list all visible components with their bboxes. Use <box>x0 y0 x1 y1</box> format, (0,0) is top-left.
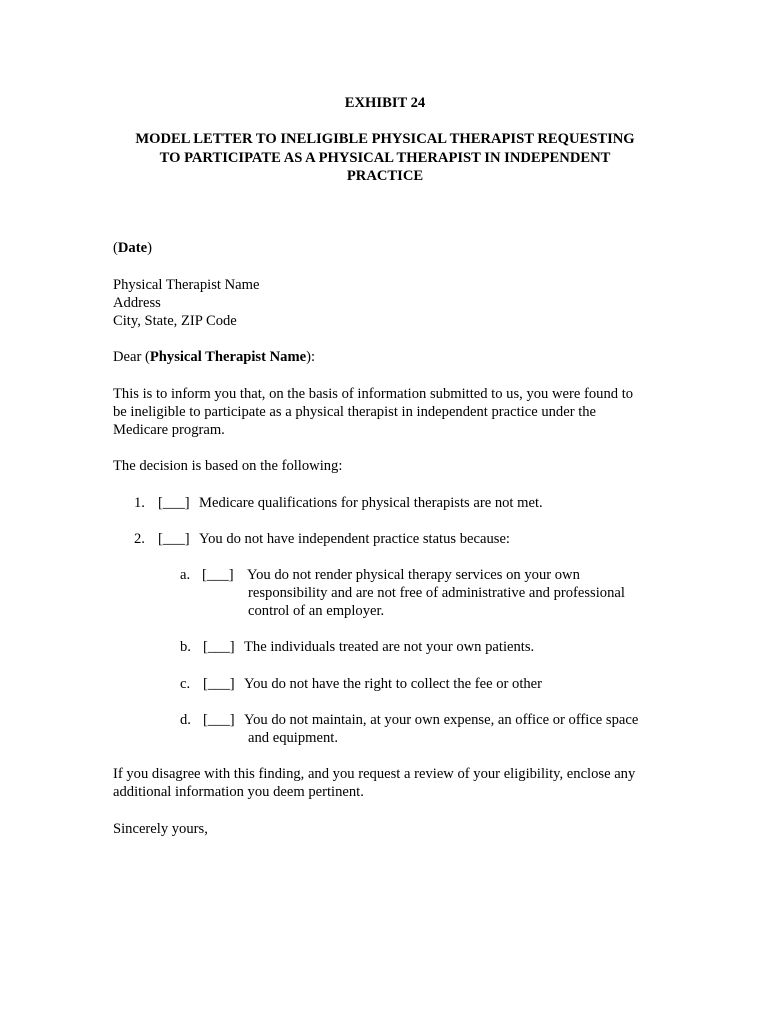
checkbox-placeholder: [___] <box>158 495 190 511</box>
subitem-letter: d. <box>180 712 191 728</box>
decision-intro: The decision is based on the following: <box>113 458 343 474</box>
checkbox-placeholder: [___] <box>203 676 235 692</box>
item-number: 2. <box>134 531 145 547</box>
subitem-text-line: responsibility and are not free of administrative and professional <box>248 585 625 601</box>
checkbox-placeholder: [___] <box>158 531 190 547</box>
subitem-letter: b. <box>180 639 191 655</box>
closing-line-2: additional information you deem pertinent. <box>113 784 364 800</box>
title-line-3: PRACTICE <box>346 168 424 184</box>
title-line-2: TO PARTICIPATE AS A PHYSICAL THERAPIST IN INDEPENDENT <box>159 150 611 166</box>
date-placeholder: (Date) <box>113 240 152 256</box>
intro-line-3: Medicare program. <box>113 422 225 438</box>
address-street: Address <box>113 295 161 311</box>
item-text: Medicare qualifications for physical therapists are not met. <box>199 495 543 511</box>
intro-line-2: be ineligible to participate as a physical therapist in independent practice under the <box>113 404 597 420</box>
salutation: Dear (Physical Therapist Name): <box>113 349 316 365</box>
subitem-letter: a. <box>180 567 191 583</box>
exhibit-heading: EXHIBIT 24 <box>344 95 426 111</box>
subitem-text-line: You do not maintain, at your own expense, an office or office space <box>244 712 639 728</box>
signoff: Sincerely yours, <box>113 821 208 837</box>
checkbox-placeholder: [___] <box>203 639 235 655</box>
checkbox-placeholder: [___] <box>203 712 235 728</box>
address-name: Physical Therapist Name <box>113 277 260 293</box>
subitem-text-line: You do not render physical therapy services on your own <box>247 567 580 583</box>
address-city: City, State, ZIP Code <box>113 313 237 329</box>
checkbox-placeholder: [___] <box>202 567 234 583</box>
title-line-1: MODEL LETTER TO INELIGIBLE PHYSICAL THERAPIST REQUESTING <box>135 131 635 147</box>
subitem-text-line: control of an employer. <box>248 603 385 619</box>
item-number: 1. <box>134 495 145 511</box>
subitem-text-line: The individuals treated are not your own patients. <box>244 639 535 655</box>
subitem-letter: c. <box>180 676 191 692</box>
closing-line-1: If you disagree with this finding, and you request a review of your eligibility, enclose any <box>113 766 636 782</box>
subitem-text-line: You do not have the right to collect the fee or other <box>244 676 543 692</box>
item-text: You do not have independent practice status because: <box>199 531 510 547</box>
subitem-text-line: and equipment. <box>248 730 338 746</box>
intro-line-1: This is to inform you that, on the basis of information submitted to us, you were found to <box>113 386 634 402</box>
